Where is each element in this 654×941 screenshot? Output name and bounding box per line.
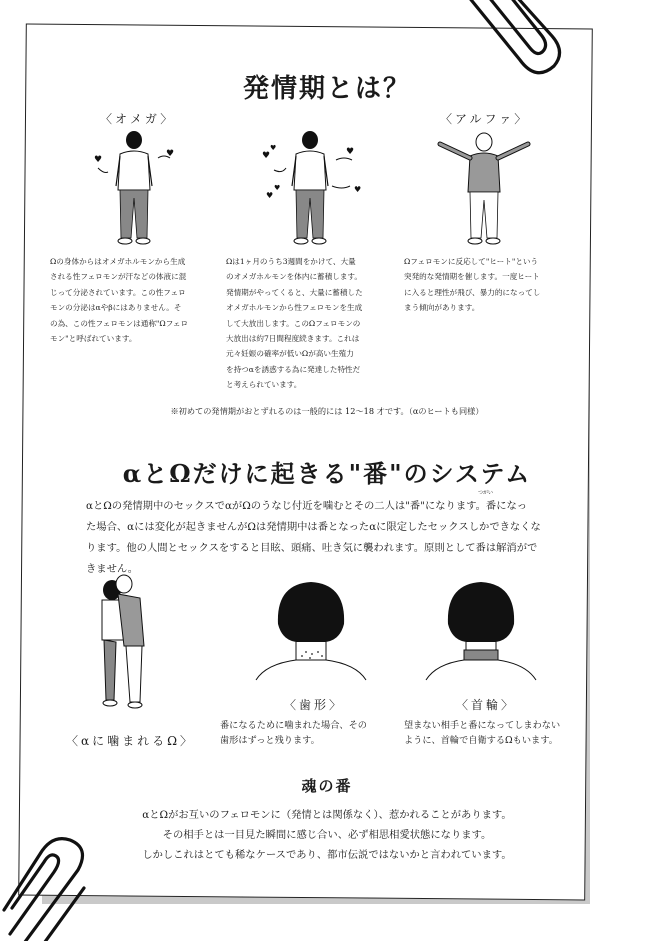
alpha-biting-omega-illustration [92,570,172,710]
alpha-label: 〈アルファ〉 [440,112,530,126]
collar-caption: 〈首輪〉 [456,698,517,712]
bond-text: αとΩの発情期中のセックスでαがΩのうなじ付近を噛むとその二人は"番"になります。番になっ た場合、αには変化が起きませんがΩは発情期中は番となったαに限定したセックスしかできなくな ります。他の人間とセックスをすると目眩、頭痛、吐き気に襲われます。原則として番は解消がで きません。 [86,500,541,575]
svg-text:♥: ♥ [274,184,281,192]
svg-text:♥: ♥ [346,147,355,157]
heat-cycle-text: Ωは1ヶ月のうち3週間をかけて、大量 のオメガホルモンを体内に蓄積します。 発情期がやってくると、大量に蓄積した オメガホルモンから性フェロモンを生成 して大放出します。このΩフェロモンの 大放出は約7日間程度続きます。これは 元々妊娠の確率が低いΩが高い生殖力 を持つαを誘惑する為に発達した特性だ と考えられています。 [226,257,363,390]
bond-title: αとΩだけに起きる"番"のシステム [122,459,532,488]
svg-text:♥: ♥ [262,151,271,161]
bite-mark-text: 番になるために噛まれた場合、その 歯形はずっと残ります。 [220,720,367,746]
omega-heat-figure-illustration [262,128,362,248]
svg-text:♥: ♥ [94,155,103,165]
alpha-heat-text: Ωフェロモンに反応して"ヒート"という 突発的な発情期を催します。一度ヒート に入ると理性が飛び、暴力的になってし まう傾向があります。 [404,257,541,313]
bite-caption: 〈αに噛まれるΩ〉 [66,734,196,748]
heat-age-note: ※初めての発情期がおとずれるのは一般的には 12〜18 才です。（αのヒートも同様） [170,406,484,416]
omega-figure-illustration [94,128,180,248]
svg-text:♥: ♥ [266,191,274,200]
svg-text:♥: ♥ [354,185,362,194]
omega-label: 〈オメガ〉 [100,112,176,126]
soul-mate-text: αとΩがお互いのフェロモンに（発情とは関係なく）、惹かれることがあります。 その相手とは一目見た瞬間に感じ合い、必ず相思相愛状態になります。 しかしこれはとても稀なケースであり、都市伝説ではないかと言われています。 [142,809,512,861]
collar-neck-illustration [426,580,536,680]
svg-text:♥: ♥ [270,144,277,152]
bite-mark-neck-illustration [256,580,366,680]
alpha-figure-illustration [436,128,532,248]
bite-mark-caption: 〈歯形〉 [284,698,345,712]
collar-text: 望まない相手と番になってしまわない ように、首輪で自衛するΩもいます。 [404,720,561,746]
svg-text:♥: ♥ [166,149,175,159]
soul-mate-title: 魂の番 [301,777,353,795]
heat-title: 発情期とは？ [242,74,411,104]
omega-pheromone-text: Ωの身体からはオメガホルモンから生成 される性フェロモンが汗などの体液に混 じって分泌されています。この性フェロ モンの分泌はαやβにはありません。そ の為、この性フェロモンは通称"Ωフェロ モン"と呼ばれています。 [50,257,189,344]
bond-ruby: つがい [478,490,494,496]
